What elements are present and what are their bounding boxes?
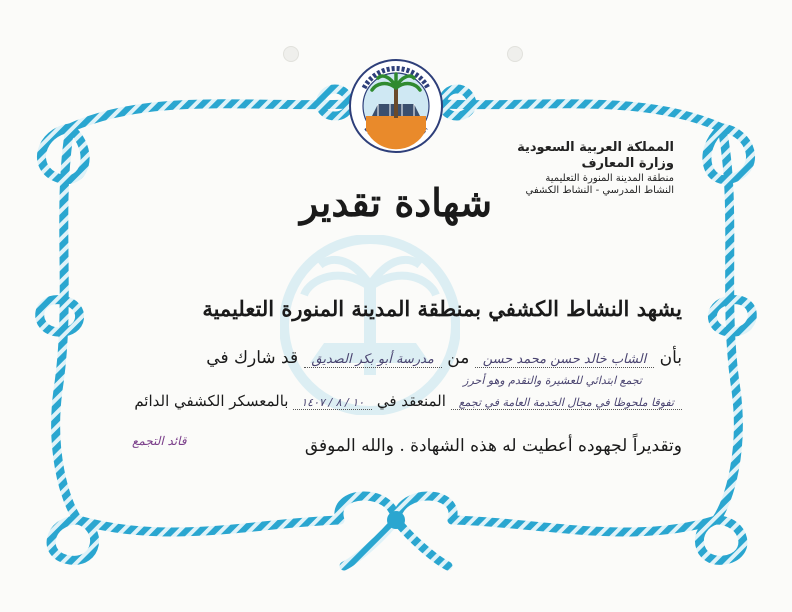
authority-kingdom: المملكة العربية السعودية xyxy=(517,140,674,155)
participation-suffix: قد شارك في xyxy=(206,348,299,368)
certificate-title: شهادة تقدير xyxy=(299,180,493,225)
school-name: مدرسة أبو بكر الصديق xyxy=(304,352,442,368)
authority-region: منطقة المدينة المنورة التعليمية xyxy=(545,172,674,184)
closing-statement: وتقديراً لجهوده أعطيت له هذه الشهادة . والله الموفق xyxy=(304,436,682,456)
recipient-prefix: بأن xyxy=(659,348,682,368)
event-date: ١٠ / ٨ / ١٤٠٧ xyxy=(293,396,372,410)
handwritten-note: تجمع ابتدائي للعشيرة والتقدم وهو أحرز xyxy=(463,374,642,387)
activity-line xyxy=(134,392,682,410)
held-label: المنعقد في xyxy=(376,392,446,410)
emblem-watermark xyxy=(280,235,460,415)
activity-description: تفوقا ملحوظا في مجال الخدمة العامة في تجمع xyxy=(451,396,682,410)
event-place: بالمعسكر الكشفي الدائم xyxy=(134,392,289,410)
from-label: من xyxy=(447,348,470,368)
authority-ministry: وزارة المعارف xyxy=(581,156,674,172)
authority-department: النشاط المدرسي - النشاط الكشفي xyxy=(525,185,674,196)
certification-statement: يشهد النشاط الكشفي بمنطقة المدينة المنورة التعليمية xyxy=(202,296,682,321)
society-emblem xyxy=(348,58,444,154)
recipient-line xyxy=(206,348,682,368)
recipient-name: الشاب خالد حسن محمد حسن xyxy=(475,352,654,368)
signature-label: قائد التجمع xyxy=(132,434,187,448)
